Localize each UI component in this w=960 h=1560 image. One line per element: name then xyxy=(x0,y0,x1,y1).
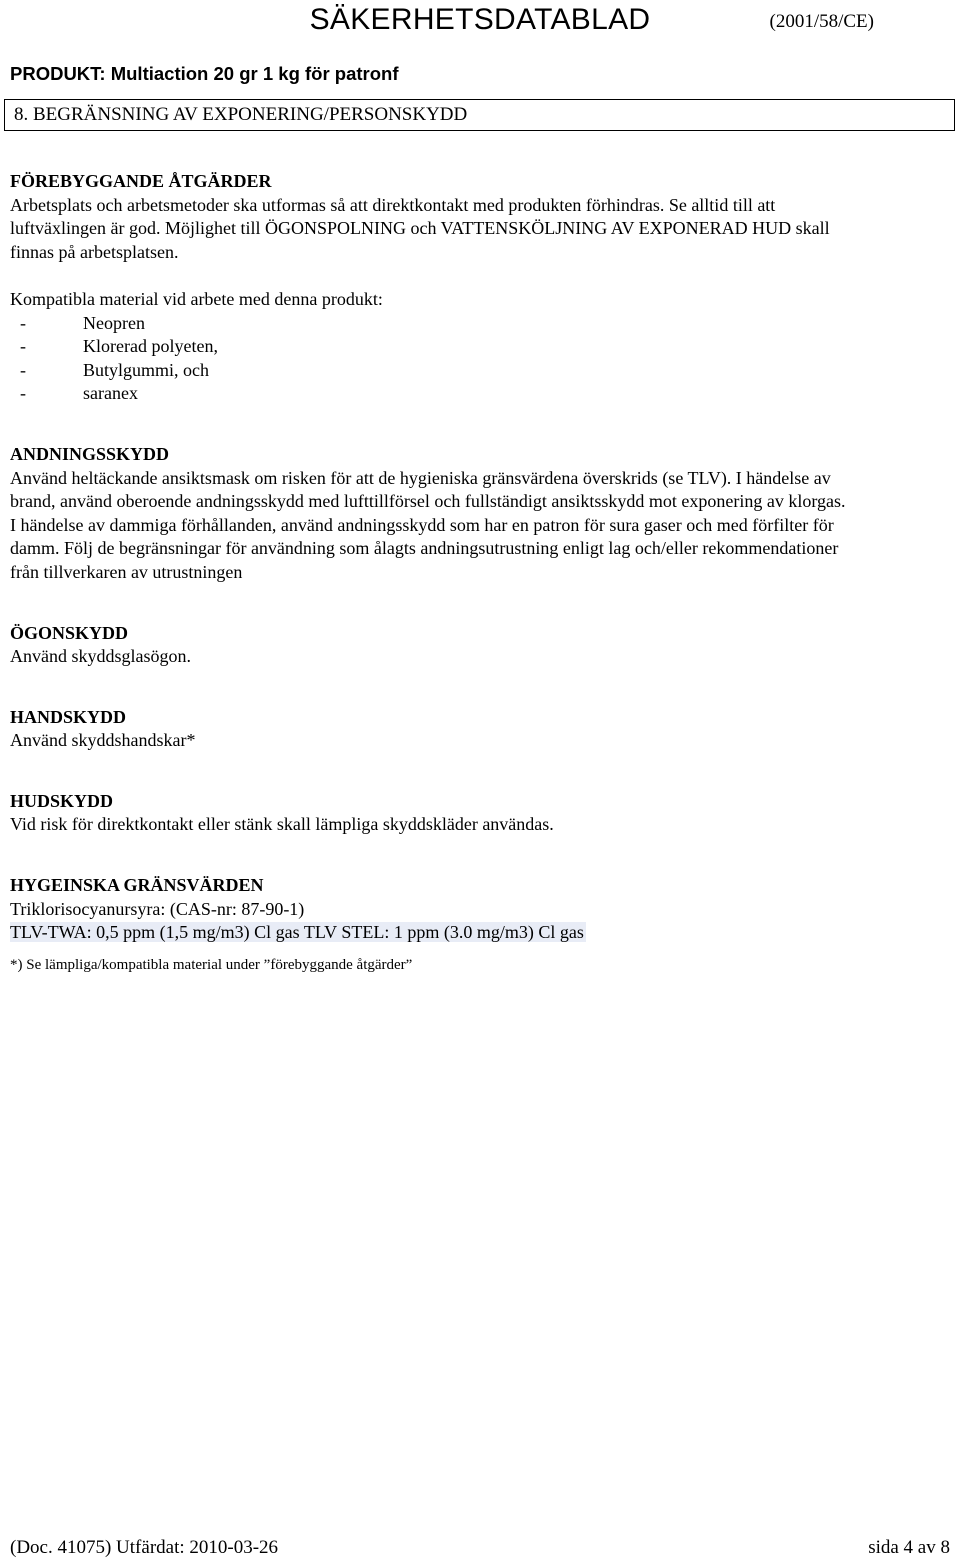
footer-page-number: sida 4 av 8 xyxy=(868,1537,950,1558)
hand-protection-heading: HANDSKYDD xyxy=(10,706,127,727)
preventive-line-3: finnas på arbetsplatsen. xyxy=(10,241,179,262)
respiratory-line-2: brand, använd oberoende andningsskydd med lufttillförsel och fullständigt ansiktsskydd mot exponering av klorgas. xyxy=(10,491,846,512)
eye-protection-text: Använd skyddsglasögon. xyxy=(10,646,191,667)
list-item xyxy=(10,312,954,336)
compatible-intro: Kompatibla material vid arbete med denna produkt: xyxy=(10,288,383,309)
respiratory-line-1: Använd heltäckande ansiktsmask om risken för att de hygieniska gränsvärdena överskrids (se TLV). I händelse av xyxy=(10,467,831,488)
list-item-text: saranex xyxy=(83,383,138,404)
document-body xyxy=(10,170,954,975)
respiratory-line-3: I händelse av dammiga förhållanden, använd andningsskydd som har en patron för sura gaser och med förfilter för xyxy=(10,514,834,535)
exposure-limits-values-row xyxy=(10,921,954,945)
section-title: 8. BEGRÄNSNING AV EXPONERING/PERSONSKYDD xyxy=(14,104,468,125)
respiratory-heading: ANDNINGSSKYDD xyxy=(10,443,170,464)
list-item-text: Klorerad polyeten, xyxy=(83,336,218,357)
exposure-limits-heading: HYGEINSKA GRÄNSVÄRDEN xyxy=(10,875,264,896)
preventive-line-2: luftväxlingen är god. Möjlighet till ÖGONSPOLNING och VATTENSKÖLJNING AV EXPONERAD HUD skall xyxy=(10,218,830,239)
exposure-limits-substance: Triklorisocyanursyra: (CAS-nr: 87-90-1) xyxy=(10,898,305,919)
list-item-text: Neopren xyxy=(83,312,145,333)
list-item xyxy=(10,382,954,406)
respiratory-line-5: från tillverkaren av utrustningen xyxy=(10,561,243,582)
list-item-text: Butylgummi, och xyxy=(83,359,209,380)
preventive-line-1: Arbetsplats och arbetsmetoder ska utformas så att direktkontakt med produkten förhindras. Se alltid till att xyxy=(10,194,776,215)
list-dash: - xyxy=(20,336,26,357)
exposure-limits-values: TLV-TWA: 0,5 ppm (1,5 mg/m3) Cl gas TLV STEL: 1 ppm (3.0 mg/m3) Cl gas xyxy=(10,922,584,943)
list-dash: - xyxy=(20,383,26,404)
document-title: SÄKERHETSDATABLAD xyxy=(309,3,651,36)
list-item xyxy=(10,335,954,359)
product-name: PRODUKT: Multiaction 20 gr 1 kg för patronf xyxy=(10,63,399,84)
skin-protection-heading: HUDSKYDD xyxy=(10,790,114,811)
footer-document-info: (Doc. 41075) Utfärdat: 2010-03-26 xyxy=(10,1537,279,1558)
preventive-heading: FÖREBYGGANDE ÅTGÄRDER xyxy=(10,171,272,191)
list-item xyxy=(10,359,954,383)
list-dash: - xyxy=(20,312,26,333)
list-dash: - xyxy=(20,359,26,380)
directive-reference: (2001/58/CE) xyxy=(769,11,874,32)
eye-protection-heading: ÖGONSKYDD xyxy=(10,622,129,643)
footnote: *) Se lämpliga/kompatibla material under ”förebyggande åtgärder” xyxy=(10,956,413,973)
respiratory-line-4: damm. Följ de begränsningar för användning som ålagts andningsutrustning enligt lag och/eller rekommendationer xyxy=(10,538,839,559)
hand-protection-text: Använd skyddshandskar* xyxy=(10,730,196,751)
skin-protection-text: Vid risk för direktkontakt eller stänk skall lämpliga skyddskläder användas. xyxy=(10,814,554,835)
